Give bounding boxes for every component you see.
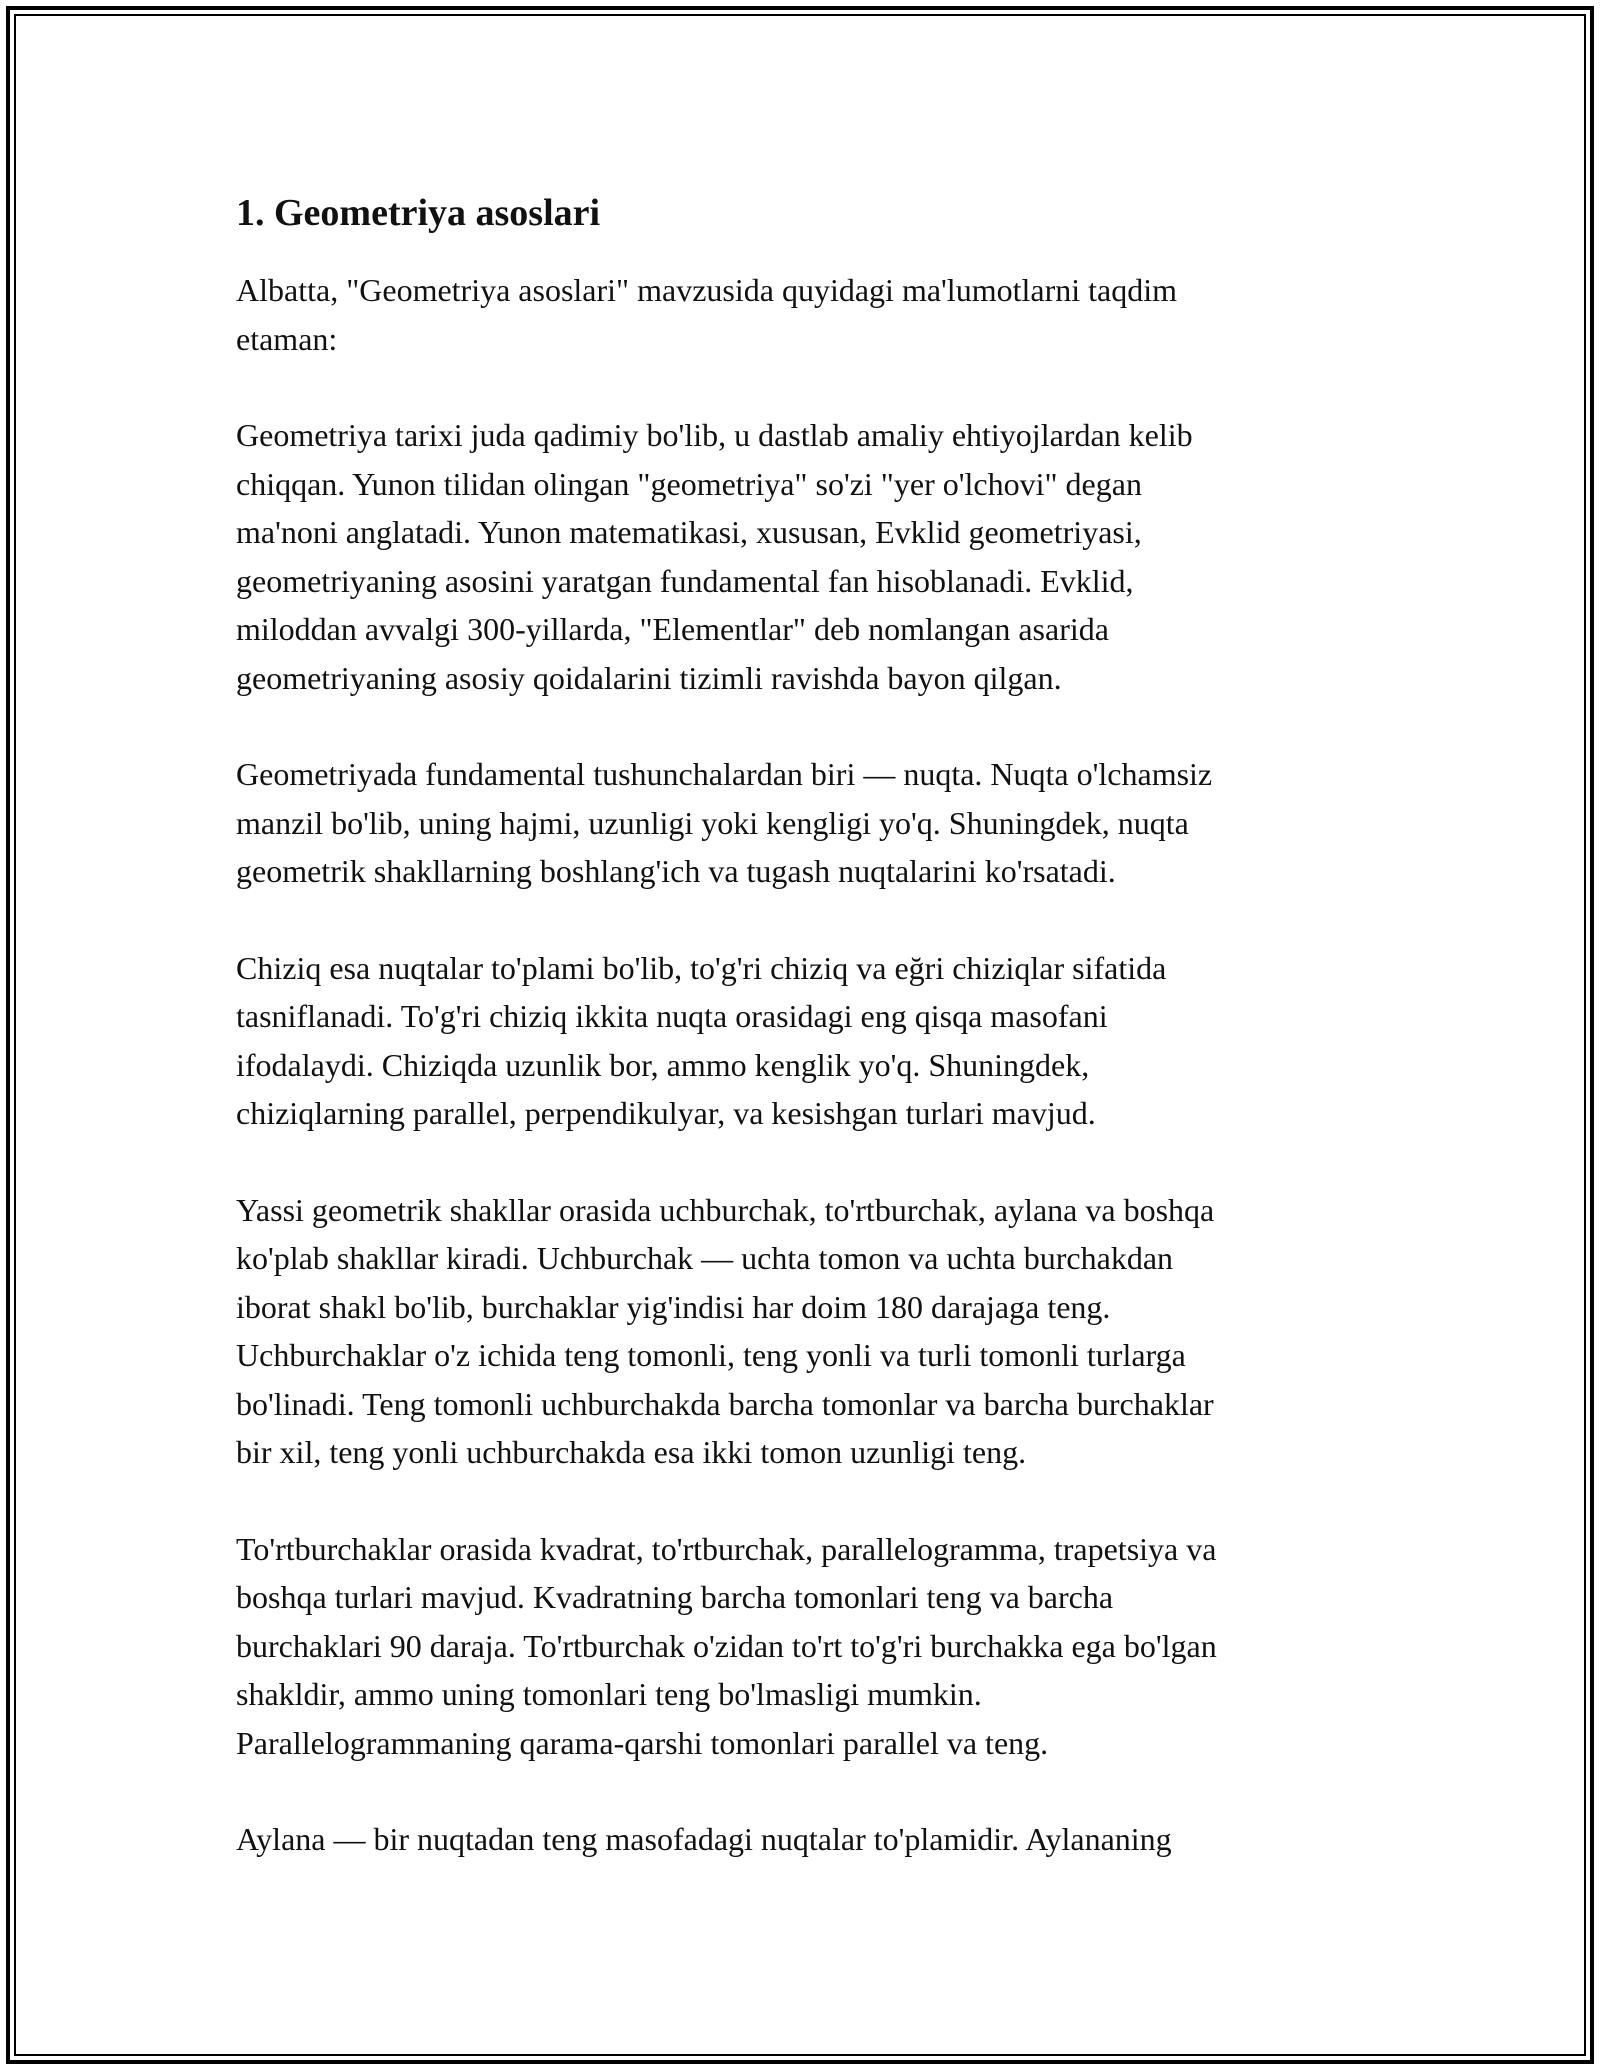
paragraph-circle	[236, 1815, 1376, 1864]
text-line: Geometriyada fundamental tushunchalardan biri — nuqta. Nuqta o'lchamsiz	[236, 756, 1213, 792]
text-line: geometriyaning asosini yaratgan fundamental fan hisoblanadi. Evklid,	[236, 562, 1134, 599]
text-line: Aylana — bir nuqtadan teng masofadagi nuqtalar to'plamidir. Aylananing	[236, 1821, 1172, 1857]
text-line: Uchburchaklar o'z ichida teng tomonli, teng yonli va turli tomonli turlarga	[236, 1337, 1186, 1373]
text-line: bir xil, teng yonli uchburchakda esa ikki tomon uzunligi teng.	[236, 1434, 1027, 1470]
document-body	[236, 188, 1376, 1912]
text-line: etaman:	[236, 320, 338, 357]
text-line: tasniflanadi. To'g'ri chiziq ikkita nuqta orasidagi eng qisqa masofani	[236, 998, 1108, 1034]
text-line: ko'plab shakllar kiradi. Uchburchak — uchta tomon va uchta burchakdan	[236, 1240, 1174, 1276]
text-line: bo'linadi. Teng tomonli uchburchakda barcha tomonlar va barcha burchaklar	[236, 1385, 1214, 1422]
text-line: geometrik shakllarning boshlang'ich va tugash nuqtalarini ko'rsatadi.	[236, 853, 1116, 889]
text-line: boshqa turlari mavjud. Kvadratning barcha tomonlari teng va barcha	[236, 1579, 1114, 1615]
text-line: shakldir, ammo uning tomonlari teng bo'lmasligi mumkin.	[236, 1676, 982, 1712]
text-line: geometriyaning asosiy qoidalarini tizimli ravishda bayon qilgan.	[236, 659, 1062, 696]
text-line: Albatta, "Geometriya asoslari" mavzusida quyidagi ma'lumotlarni taqdim	[236, 272, 1177, 308]
text-line: Yassi geometrik shakllar orasida uchburchak, to'rtburchak, aylana va boshqa	[236, 1191, 1215, 1228]
paragraph-line	[236, 944, 1376, 1138]
document-title: 1. Geometriya asoslari	[236, 192, 601, 234]
text-line: Chiziq esa nuqtalar to'plami bo'lib, to'g'ri chiziq va eğri chiziqlar sifatida	[236, 949, 1167, 986]
text-line: ma'noni anglatadi. Yunon matematikasi, xususan, Evklid geometriyasi,	[236, 514, 1142, 550]
text-line: chiqqan. Yunon tilidan olingan "geometriya" so'zi "yer o'lchovi" degan	[236, 465, 1142, 502]
text-line: ifodalaydi. Chiziqda uzunlik bor, ammo kenglik yo'q. Shuningdek,	[236, 1046, 1090, 1083]
text-line: Parallelogrammaning qarama-qarshi tomonlari parallel va teng.	[236, 1724, 1049, 1761]
text-line: Geometriya tarixi juda qadimiy bo'lib, u dastlab amaliy ehtiyojlardan kelib	[236, 417, 1193, 453]
paragraph-shapes	[236, 1186, 1376, 1477]
paragraph-quadrilaterals	[236, 1525, 1376, 1768]
text-line: burchaklari 90 daraja. To'rtburchak o'zidan to'rt to'g'ri burchakka ega bo'lgan	[236, 1627, 1217, 1664]
text-line: To'rtburchaklar orasida kvadrat, to'rtburchak, parallelogramma, trapetsiya va	[236, 1530, 1217, 1567]
paragraph-intro	[236, 266, 1376, 363]
text-line: chiziqlarning parallel, perpendikulyar, va kesishgan turlari mavjud.	[236, 1095, 1096, 1131]
text-line: manzil bo'lib, uning hajmi, uzunligi yoki kengligi yo'q. Shuningdek, nuqta	[236, 804, 1189, 841]
text-line: iborat shakl bo'lib, burchaklar yig'indisi har doim 180 darajaga teng.	[236, 1288, 1111, 1325]
paragraph-history	[236, 411, 1376, 702]
paragraph-point	[236, 750, 1376, 896]
text-line: miloddan avvalgi 300-yillarda, "Elementlar" deb nomlangan asarida	[236, 611, 1109, 647]
